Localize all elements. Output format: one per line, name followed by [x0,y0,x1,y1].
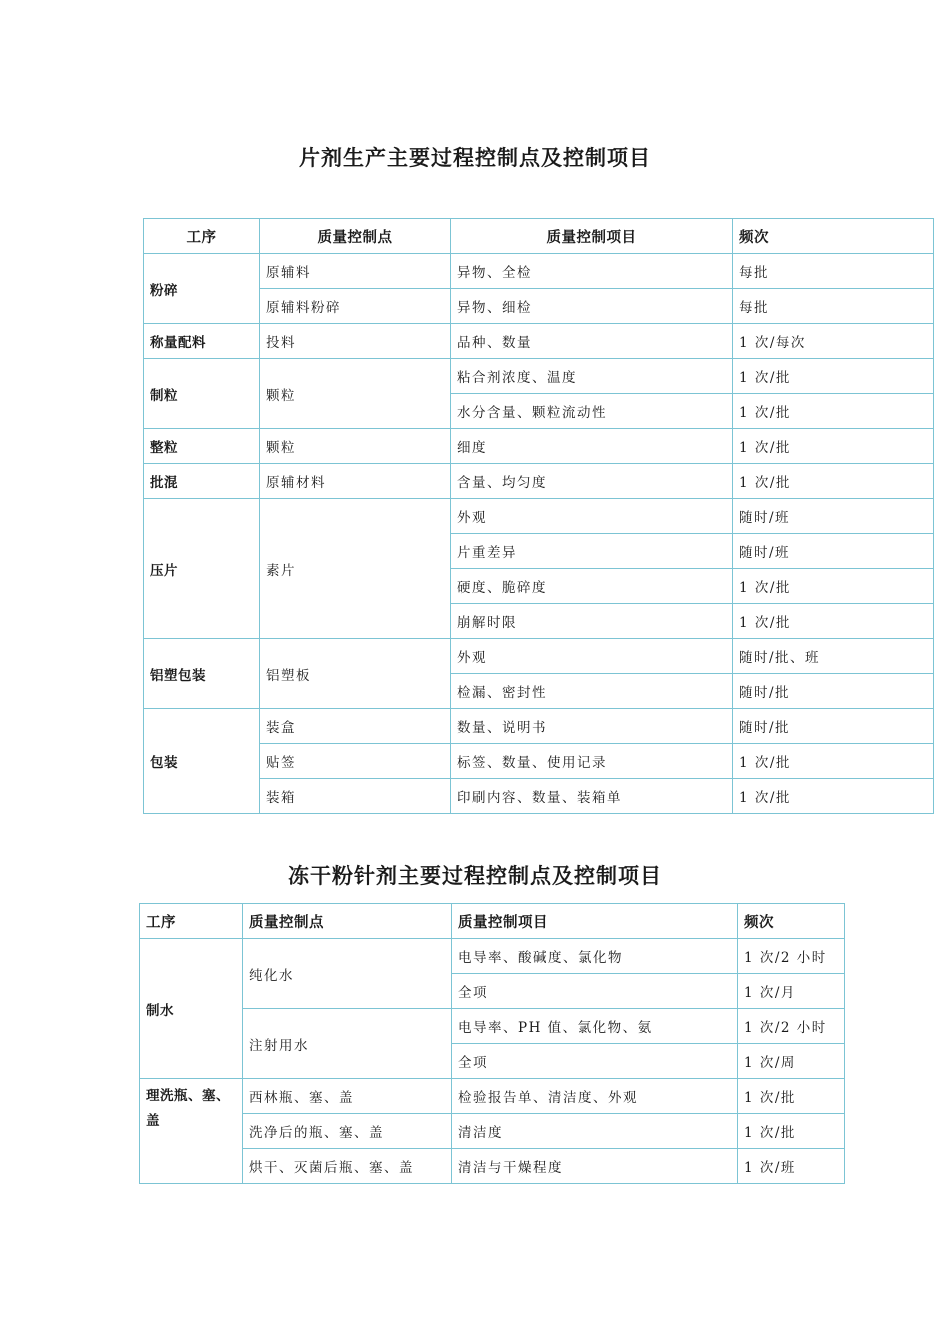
header-item: 质量控制项目 [451,219,733,254]
item-cell: 异物、细检 [451,289,733,324]
item-cell: 清洁度 [452,1114,738,1149]
item-cell: 检验报告单、清洁度、外观 [452,1079,738,1114]
item-cell: 异物、全检 [451,254,733,289]
freq-cell: 1 次/批 [738,1114,845,1149]
freq-cell: 1 次/批 [733,569,934,604]
step-cell: 压片 [144,499,260,639]
point-cell: 注射用水 [243,1009,452,1079]
point-cell: 原辅材料 [260,464,451,499]
point-cell: 原辅料粉碎 [260,289,451,324]
lyophilized-control-table [139,903,845,1184]
freq-cell: 1 次/2 小时 [738,1009,845,1044]
item-cell: 细度 [451,429,733,464]
freq-cell: 1 次/批 [733,779,934,814]
item-cell: 片重差异 [451,534,733,569]
point-cell: 贴签 [260,744,451,779]
point-cell: 装盒 [260,709,451,744]
table-row [144,429,934,464]
table-row [140,1079,845,1114]
freq-cell: 1 次/批 [733,429,934,464]
freq-cell: 1 次/批 [733,394,934,429]
step-cell: 制粒 [144,359,260,429]
step-cell: 粉碎 [144,254,260,324]
item-cell: 品种、数量 [451,324,733,359]
header-freq: 频次 [738,904,845,939]
freq-cell: 1 次/周 [738,1044,845,1079]
table-row [140,1149,845,1184]
item-cell: 检漏、密封性 [451,674,733,709]
table-row [144,324,934,359]
table-row [144,499,934,534]
item-cell: 标签、数量、使用记录 [451,744,733,779]
table-row [144,464,934,499]
table-row [140,1114,845,1149]
point-cell: 洗净后的瓶、塞、盖 [243,1114,452,1149]
freq-cell: 每批 [733,289,934,324]
item-cell: 外观 [451,499,733,534]
item-cell: 崩解时限 [451,604,733,639]
table-row [144,744,934,779]
item-cell: 硬度、脆碎度 [451,569,733,604]
table-row [144,359,934,394]
table-row [140,939,845,974]
freq-cell: 随时/批 [733,709,934,744]
point-cell: 颗粒 [260,429,451,464]
item-cell: 全项 [452,1044,738,1079]
freq-cell: 1 次/每次 [733,324,934,359]
item-cell: 含量、均匀度 [451,464,733,499]
table-header-row [140,904,845,939]
item-cell: 数量、说明书 [451,709,733,744]
freq-cell: 随时/批、班 [733,639,934,674]
header-point: 质量控制点 [260,219,451,254]
freq-cell: 随时/批 [733,674,934,709]
table1-title: 片剂生产主要过程控制点及控制项目 [299,146,651,170]
freq-cell: 1 次/批 [733,744,934,779]
freq-cell: 1 次/2 小时 [738,939,845,974]
freq-cell: 1 次/批 [733,464,934,499]
table-row [144,779,934,814]
header-step: 工序 [140,904,243,939]
step-cell: 理洗瓶、塞、盖 [140,1079,243,1184]
freq-cell: 1 次/班 [738,1149,845,1184]
item-cell: 水分含量、颗粒流动性 [451,394,733,429]
point-cell: 西林瓶、塞、盖 [243,1079,452,1114]
freq-cell: 1 次/批 [733,604,934,639]
item-cell: 清洁与干燥程度 [452,1149,738,1184]
tablet-control-table [143,218,934,814]
table-row [144,709,934,744]
freq-cell: 随时/班 [733,534,934,569]
item-cell: 全项 [452,974,738,1009]
table-row [144,254,934,289]
item-cell: 印刷内容、数量、装箱单 [451,779,733,814]
item-cell: 粘合剂浓度、温度 [451,359,733,394]
point-cell: 原辅料 [260,254,451,289]
freq-cell: 1 次/批 [738,1079,845,1114]
table-row [144,289,934,324]
item-cell: 电导率、酸碱度、氯化物 [452,939,738,974]
point-cell: 纯化水 [243,939,452,1009]
point-cell: 素片 [260,499,451,639]
point-cell: 铝塑板 [260,639,451,709]
freq-cell: 每批 [733,254,934,289]
item-cell: 电导率、PH 值、氯化物、氨 [452,1009,738,1044]
freq-cell: 随时/班 [733,499,934,534]
step-cell: 制水 [140,939,243,1079]
header-step: 工序 [144,219,260,254]
point-cell: 装箱 [260,779,451,814]
table-row [140,1009,845,1044]
point-cell: 烘干、灭菌后瓶、塞、盖 [243,1149,452,1184]
step-cell: 包装 [144,709,260,814]
table-row [144,639,934,674]
header-freq: 频次 [733,219,934,254]
step-cell: 整粒 [144,429,260,464]
point-cell: 颗粒 [260,359,451,429]
step-cell: 批混 [144,464,260,499]
point-cell: 投料 [260,324,451,359]
table-header-row [144,219,934,254]
header-item: 质量控制项目 [452,904,738,939]
step-cell: 称量配料 [144,324,260,359]
freq-cell: 1 次/月 [738,974,845,1009]
freq-cell: 1 次/批 [733,359,934,394]
table2-title: 冻干粉针剂主要过程控制点及控制项目 [288,864,662,888]
step-cell: 铝塑包装 [144,639,260,709]
item-cell: 外观 [451,639,733,674]
header-point: 质量控制点 [243,904,452,939]
